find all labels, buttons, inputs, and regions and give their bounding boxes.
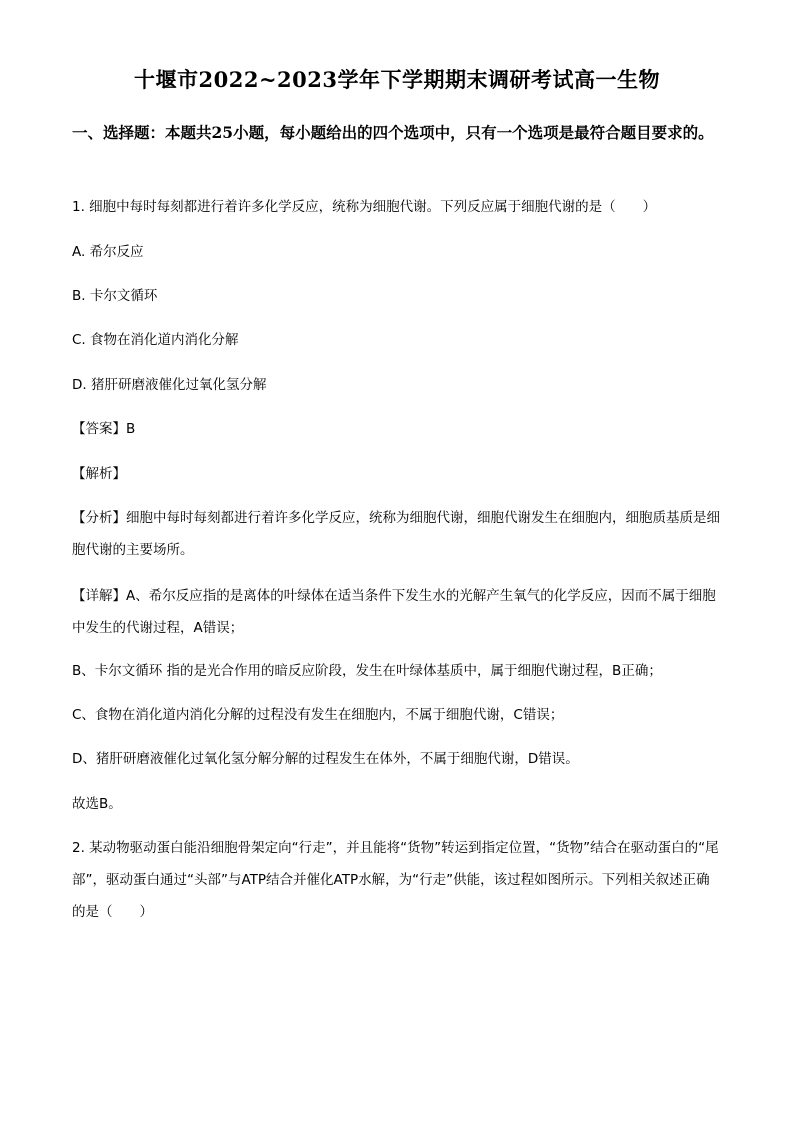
question-1-analysis-label: 【解析】 (72, 466, 126, 482)
question-1-option-a: A. 希尔反应 (72, 244, 144, 260)
question-1-detail-a: 【详解】A、希尔反应指的是离体的叶绿体在适当条件下发生水的光解产生氧气的化学反应，因而不属于细胞中发生的代谢过程，A错误； (72, 588, 716, 636)
question-1-detail-c: C、食物在消化道内消化分解的过程没有发生在细胞内，不属于细胞代谢，C错误； (72, 707, 564, 723)
question-1-option-c: C. 食物在消化道内消化分解 (72, 332, 239, 348)
question-1-analysis: 【分析】细胞中每时每刻都进行着许多化学反应，统称为细胞代谢，细胞代谢发生在细胞内，细胞质基质是细胞代谢的主要场所。 (72, 510, 720, 558)
question-1-detail-b: B、卡尔文循环 指的是光合作用的暗反应阶段，发生在叶绿体基质中，属于细胞代谢过程，B正确； (72, 663, 662, 679)
question-1-option-d: D. 猪肝研磨液催化过氧化氢分解 (72, 377, 267, 393)
question-1-conclusion: 故选B。 (72, 796, 122, 812)
question-2-stem: 2. 某动物驱动蛋白能沿细胞骨架定向“行走”，并且能将“货物”转运到指定位置，“货物”结合在驱动蛋白的“尾部”，驱动蛋白通过“头部”与ATP结合并催化ATP水解，为“行走”供能，该过程如图所示。下列相关叙述正确的是（ ） (72, 840, 719, 920)
page-title: 十堰市2022~2023学年下学期期末调研考试高一生物 (134, 67, 660, 92)
question-1-stem: 1. 细胞中每时每刻都进行着许多化学反应，统称为细胞代谢。下列反应属于细胞代谢的是（ ） (72, 199, 657, 215)
question-1-answer: 【答案】B (72, 421, 136, 437)
question-1-detail-d: D、猪肝研磨液催化过氧化氢分解分解的过程发生在体外，不属于细胞代谢，D错误。 (72, 751, 579, 767)
section-heading: 一、选择题：本题共25小题，每小题给出的四个选项中，只有一个选项是最符合题目要求的。 (72, 123, 714, 142)
question-1-option-b: B. 卡尔文循环 (72, 288, 158, 304)
